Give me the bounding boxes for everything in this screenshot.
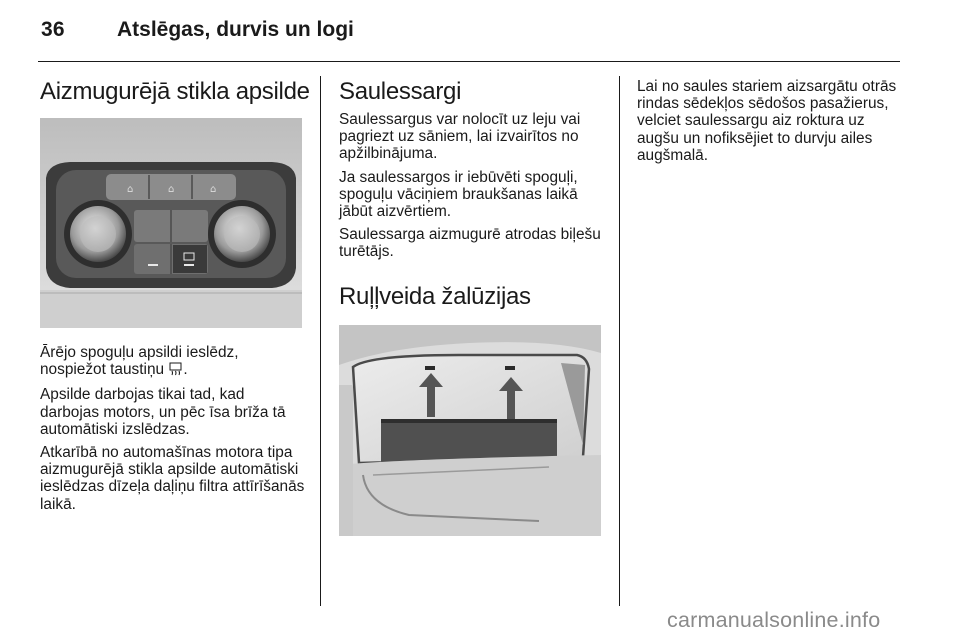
paragraph: Ja saulessargos ir iebūvēti spoguļi, spoguļu vāciņiem braukšanas laikā jābūt aizvērtiem. (339, 168, 578, 221)
running-title: Atslēgas, durvis un logi (117, 18, 354, 41)
paragraph: Saulessargus var nolocīt uz leju vai pagriezt uz sāniem, lai izvairītos no apžilbinājuma. (339, 111, 581, 163)
svg-text:⌂: ⌂ (210, 184, 217, 195)
paragraph (40, 344, 306, 380)
svg-text:⌂: ⌂ (127, 184, 134, 195)
section-heading: Ruļļveida žalūzijas (339, 282, 531, 310)
page-number: 36 (41, 18, 65, 41)
climate-control-panel-photo (40, 118, 302, 328)
header-rule (38, 61, 900, 62)
paragraph: Atkarībā no automašīnas motora tipa aizmugurējā stikla apsilde automātiski ieslēdzas dīzeļa daļiņu filtra attīrīšanās laikā. (40, 444, 305, 513)
roller-blinds-text (637, 78, 903, 170)
rear-window-heating-section (40, 76, 310, 519)
paragraph-text: . (183, 361, 188, 379)
column-divider (619, 76, 620, 606)
rear-door-roller-blind-photo (339, 325, 601, 536)
sun-visors-section (339, 76, 605, 536)
section-heading: Aizmugurējā stikla apsilde (40, 78, 310, 105)
paragraph: Lai no saules stariem aizsargātu otrās rindas sēdekļos sēdošos pasažierus, velciet saulessargu aiz roktura uz augšu un nofiksējiet to durvju ailes augšmalā. (637, 78, 897, 164)
paragraph: Saulessarga aizmugurē atrodas biļešu turētājs. (339, 226, 601, 261)
column-divider (320, 76, 321, 606)
watermark: carmanualsonline.info (667, 608, 881, 632)
section-heading: Saulessargi (339, 78, 462, 105)
paragraph-text: Ārējo spoguļu apsildi ieslēdz, nospiežot taustiņu (40, 344, 239, 379)
svg-text:⌂: ⌂ (168, 184, 175, 195)
rear-window-heating-icon (169, 362, 182, 380)
paragraph: Apsilde darbojas tikai tad, kad darbojas motors, un pēc īsa brīža tā automātiski izslēdzas. (40, 386, 286, 438)
